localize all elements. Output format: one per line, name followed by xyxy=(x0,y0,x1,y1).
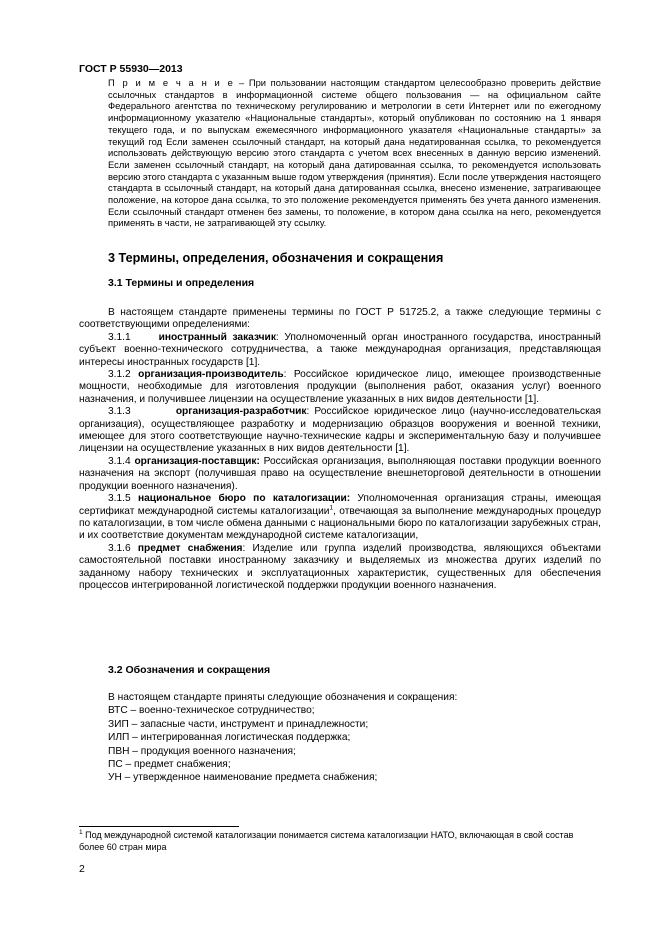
abbreviation-item: УН – утвержденное наименование предмета снабжения; xyxy=(108,772,378,784)
term-definition: : Российское юридическое лицо (научно-исследовательская организация), осуществляющее разработку и модернизацию образцов вооружения и военной техники, имеющее для этого соответствующие научно-технические кадры и экспериментальную базу и получившее лицензии на осуществление указанных в них видов деятельности [1]. xyxy=(79,406,601,455)
abbreviation-item: ИЛП – интегрированная логистическая поддержка; xyxy=(108,732,351,744)
term-3-1-5 xyxy=(79,493,601,543)
section-3-1-title: 3.1 Термины и определения xyxy=(108,277,255,289)
note-lead: П р и м е ч а н и е xyxy=(108,77,235,88)
abbreviations-intro: В настоящем стандарте приняты следующие обозначения и сокращения: xyxy=(108,692,458,703)
abbreviations-list xyxy=(108,692,601,785)
footnote-ref: 1 xyxy=(329,504,334,512)
term-name: организация-поставщик: xyxy=(134,455,260,467)
note-text: – При пользовании настоящим стандартом целесообразно проверить действие ссылочных стандартов в информационной системе общего пользования — на официальном сайте Федерального агентства по техническому регулированию и метрологии в сети Интернет или по ежегодному информационному указателю «Национальные стандарты», который опубликован по состоянию на 1 января текущего года, и по выпускам ежемесячного информационного указателя «Национальные стандарты» за текущий год Если заменен ссылочный стандарт, на который дана недатированная ссылка, то рекомендуется использовать действующую версию этого стандарта с учетом всех внесенных в данную версию изменений. Если заменен ссылочный стандарт, на который дана датированная ссылка, то рекомендуется использовать версию этого стандарта с указанным выше годом утверждения (принятия). Если после утверждения настоящего стандарта в ссылочный стандарт, на который дана датированная ссылка, внесено изменение, затрагивающее положение, на которое дана ссылка, то это положение рекомендуется применять без учета данного изменения. Если ссылочный стандарт отменен без замены, то положение, в котором дана ссылка на него, рекомендуется применять в части, не затрагивающей эту ссылку. xyxy=(108,77,601,229)
term-definition: : Российское юридическое лицо, имеющее производственные мощности, необходимые для изготовления продукции (выполнения работ, оказания услуг) военного назначения, и получившее лицензии на осуществление указанных в них видов деятельности [1]. xyxy=(79,369,601,405)
term-definition: Российская организация, выполняющая поставки продукции военного назначения на экспорт (получившая право на осуществление внешнеторговой деятельности в отношении продукции военного назначения). xyxy=(79,455,601,492)
term-name: предмет снабжения xyxy=(137,542,243,554)
footnote-text: Под международной системой каталогизации понимается система каталогизации НАТО, включающая в свой состав более 60 стран мира xyxy=(79,830,574,852)
abbreviation-item: ПВН – продукция военного назначения; xyxy=(108,745,296,757)
term-3-1-6 xyxy=(79,543,601,593)
term-number: 3.1.5 xyxy=(108,493,131,505)
term-3-1-2 xyxy=(79,369,601,406)
term-definition: Уполномоченная организация страны, имеющая сертификат международной системы каталогизации xyxy=(79,493,601,517)
terms-block xyxy=(79,307,601,592)
term-3-1-4 xyxy=(79,456,601,493)
term-definition: : Уполномоченный орган иностранного государства, иностранный субъект военно-технического сотрудничества, а также международная организация, представляющая интересы иностранных государств [1]. xyxy=(79,331,601,368)
note-paragraph xyxy=(108,77,601,229)
abbreviation-item: ПС – предмет снабжения; xyxy=(108,759,231,771)
document-header: ГОСТ Р 55930—2013 xyxy=(79,63,183,75)
term-3-1-1 xyxy=(79,332,601,369)
footnote-mark: 1 xyxy=(79,829,83,836)
page-number: 2 xyxy=(79,863,85,875)
abbreviation-item: ВТС – военно-техническое сотрудничество; xyxy=(108,705,315,717)
term-definition-continued: , отвечающая за выполнение международных процедур по каталогизации, в том числе обмена данными с национальными бюро по каталогизации зарубежных стран, и их соответствие документам международной системе каталогизации, xyxy=(79,505,601,542)
term-definition: : Изделие или группа изделий производства, являющихся объектами самостоятельной поставки иностранному заказчику и выделяемых из множества других изделий по заданному набору технических и эксплуатационных характеристик, существенных для обеспечения процессов интегрированной логистической поддержки продукции военного назначения. xyxy=(79,542,601,591)
section-3-title: 3 Термины, определения, обозначения и сокращения xyxy=(108,251,444,265)
term-number: 3.1.6 xyxy=(108,542,131,554)
term-name: национальное бюро по каталогизации: xyxy=(137,493,351,505)
term-number: 3.1.3 xyxy=(108,406,131,418)
footnote xyxy=(79,830,601,853)
term-3-1-3 xyxy=(79,406,601,456)
term-number: 3.1.4 xyxy=(108,455,131,467)
term-number: 3.1.1 xyxy=(108,331,131,343)
term-number: 3.1.2 xyxy=(108,369,131,381)
abbreviation-item: ЗИП – запасные части, инструмент и принадлежности; xyxy=(108,718,369,730)
terms-intro: В настоящем стандарте применены термины по ГОСТ Р 51725.2, а также следующие термины с соответствующими определениями: xyxy=(79,307,601,331)
term-name: организация-разработчик xyxy=(175,406,307,418)
footnote-separator xyxy=(79,826,239,827)
term-name: организация-производитель xyxy=(138,369,284,381)
section-3-2-title: 3.2 Обозначения и сокращения xyxy=(108,664,271,676)
term-name: иностранный заказчик xyxy=(158,331,276,343)
